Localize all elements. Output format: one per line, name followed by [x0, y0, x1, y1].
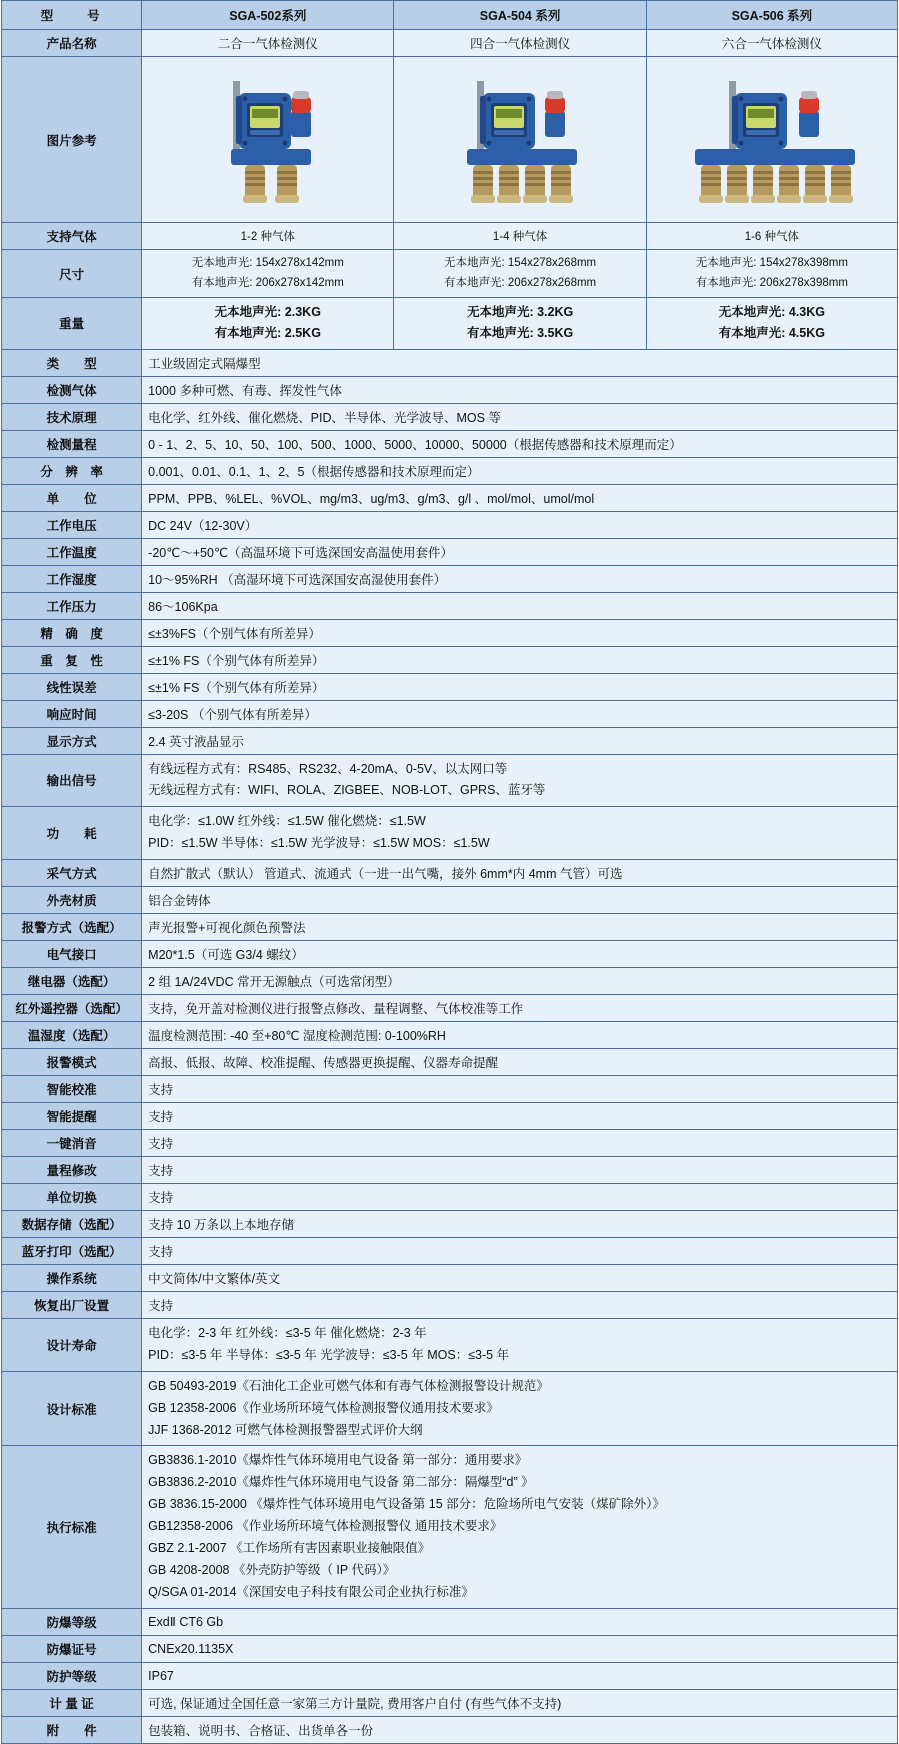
table-row-work-humidity [2, 565, 898, 592]
range-value: 0 - 1、2、5、10、50、100、500、1000、5000、10000、50000（根据传感器和技术原理而定） [142, 430, 898, 457]
row-label-work-pressure: 工作压力 [2, 592, 142, 619]
row-label-product-name: 产品名称 [2, 30, 142, 57]
table-row-range [2, 430, 898, 457]
alarm-mode-value: 高报、低报、故障、校准提醒、传感器更换提醒、仪器寿命提醒 [142, 1049, 898, 1076]
table-row-product-name [2, 30, 898, 57]
row-label-accuracy: 精 确 度 [2, 619, 142, 646]
table-row-weight [2, 298, 898, 350]
smart-remind-value: 支持 [142, 1103, 898, 1130]
size-2-line2: 有本地声光: 206x278x268mm [444, 276, 597, 289]
temp-humid-opt-value: 温度检测范围: -40 至+80℃ 湿度检测范围: 0-100%RH [142, 1022, 898, 1049]
weight-3 [646, 298, 897, 350]
power-item-1 [238, 814, 324, 828]
row-label-type: 类 型 [2, 349, 142, 376]
weight-1 [142, 298, 394, 350]
size-1 [142, 250, 394, 298]
row-label-ip-grade: 防护等级 [2, 1662, 142, 1689]
weight-2 [394, 298, 646, 350]
row-label-alarm-mode: 报警模式 [2, 1049, 142, 1076]
gas-detector-4in1-icon [415, 63, 625, 213]
size-1-line2: 有本地声光: 206x278x142mm [191, 276, 344, 289]
size-3-line2: 有本地声光: 206x278x398mm [695, 276, 848, 289]
exec-standard-value [142, 1446, 898, 1608]
weight-2-line1: 无本地声光: 3.2KG [466, 305, 574, 320]
row-label-weight: 重量 [2, 298, 142, 350]
table-row-smart-calib [2, 1076, 898, 1103]
display-value: 2.4 英寸液晶显示 [142, 727, 898, 754]
row-label-sampling: 采气方式 [2, 860, 142, 887]
range-modify-value: 支持 [142, 1157, 898, 1184]
power-item-4-name: 半导体： [221, 836, 272, 851]
data-store-opt-value: 支持 10 万条以上本地存储 [142, 1211, 898, 1238]
design-life-item-1 [236, 1326, 327, 1340]
design-life-item-1-value: ≤3-5 年 [285, 1326, 327, 1341]
weight-3-line2: 有本地声光: 4.5KG [718, 326, 825, 341]
output-value [142, 754, 898, 807]
row-label-range: 检测量程 [2, 430, 142, 457]
exec-standard-line-5: GB 4208-2008 《外壳防护等级（ IP 代码）》 [148, 1562, 396, 1577]
output-line2: 无线远程方式有：WIFI、ROLA、ZIGBEE、NOB-LOT、GPRS、蓝牙等 [148, 783, 546, 798]
table-row-power [2, 807, 898, 860]
row-label-repeatability: 重 复 性 [2, 646, 142, 673]
table-row-ex-cert [2, 1635, 898, 1662]
table-row-type [2, 349, 898, 376]
row-label-data-store-opt: 数据存储（选配） [2, 1211, 142, 1238]
remote-opt-value: 支持，免开盖对检测仪进行报警点修改、量程调整、气体校准等工作 [142, 995, 898, 1022]
row-label-metering-cert: 计 量 证 [2, 1689, 142, 1716]
design-life-item-0-name: 电化学： [148, 1326, 199, 1341]
linear-error-value: ≤±1% FS（个别气体有所差异） [142, 673, 898, 700]
table-row-principle [2, 403, 898, 430]
smart-calib-value: 支持 [142, 1076, 898, 1103]
table-row-detect-gas [2, 376, 898, 403]
weight-3-line1: 无本地声光: 4.3KG [718, 305, 825, 320]
table-row-unit [2, 484, 898, 511]
row-label-support-gas: 支持气体 [2, 223, 142, 250]
power-item-1-name: 红外线： [237, 814, 288, 829]
row-label-size: 尺寸 [2, 250, 142, 298]
model-col-1: SGA-502系列 [142, 1, 394, 30]
power-item-0-name: 电化学： [148, 814, 199, 829]
relay-opt-value: 2 组 1A/24VDC 常开无源触点（可选常闭型） [142, 968, 898, 995]
design-life-item-2-name: 催化燃烧： [330, 1326, 393, 1341]
row-label-work-humidity: 工作湿度 [2, 565, 142, 592]
design-life-item-1-name: 红外线： [235, 1326, 286, 1341]
power-item-2 [327, 814, 426, 828]
alarm-mode-opt-value: 声光报警+可视化颜色预警法 [142, 914, 898, 941]
exec-standard-line-0: GB3836.1-2010《爆炸性气体环境用电气设备 第一部分：通用要求》 [148, 1453, 528, 1468]
row-label-detect-gas: 检测气体 [2, 376, 142, 403]
work-temp-value: -20℃～+50℃（高温环境下可选深国安高温使用套件） [142, 538, 898, 565]
design-life-item-5-name: 光学波导： [320, 1347, 383, 1362]
row-label-alarm-mode-opt: 报警方式（选配） [2, 914, 142, 941]
power-item-5-value: ≤1.5W [373, 836, 410, 851]
design-life-item-2-value: 2-3 年 [392, 1326, 427, 1341]
table-row-smart-remind [2, 1103, 898, 1130]
row-label-image: 图片参考 [2, 57, 142, 223]
device-image-3 [646, 57, 897, 223]
size-2 [394, 250, 646, 298]
design-standard-line-0: GB 50493-2019《石油化工企业可燃气体和有毒气体检测报警设计规范》 [148, 1378, 549, 1393]
table-row-os [2, 1265, 898, 1292]
repeatability-value: ≤±1% FS（个别气体有所差异） [142, 646, 898, 673]
design-life-item-3-name: PID： [148, 1347, 182, 1362]
row-label-design-standard: 设计标准 [2, 1371, 142, 1446]
table-row-ip-grade [2, 1662, 898, 1689]
table-row-remote-opt [2, 995, 898, 1022]
accuracy-value: ≤±3%FS（个别气体有所差异） [142, 619, 898, 646]
bt-print-opt-value: 支持 [142, 1238, 898, 1265]
design-life-item-6-name: MOS： [427, 1347, 469, 1362]
gas-detector-2in1-icon [173, 63, 363, 213]
table-row-design-standard [2, 1371, 898, 1446]
row-label-output: 输出信号 [2, 754, 142, 807]
table-row-linear-error [2, 673, 898, 700]
resolution-value: 0.001、0.01、0.1、1、2、5（根据传感器和技术原理而定） [142, 457, 898, 484]
support-gas-2: 1-4 种气体 [394, 223, 646, 250]
table-row-data-store-opt [2, 1211, 898, 1238]
size-3 [646, 250, 897, 298]
power-item-0-value: ≤1.0W [198, 814, 235, 829]
table-row-temp-humid-opt [2, 1022, 898, 1049]
os-value: 中文简体/中文繁体/英文 [142, 1265, 898, 1292]
power-item-0 [148, 814, 234, 828]
power-item-3-name: PID： [148, 836, 182, 851]
weight-1-line1: 无本地声光: 2.3KG [214, 305, 321, 320]
exec-standard-line-1: GB3836.2-2010《爆炸性气体环境用电气设备 第二部分：隔爆型“d” 》 [148, 1475, 534, 1490]
specification-table [1, 0, 898, 1744]
unit-value: PPM、PPB、%LEL、%VOL、mg/m3、ug/m3、g/m3、g/l 、mol/mol、umol/mol [142, 484, 898, 511]
table-row-unit-switch [2, 1184, 898, 1211]
power-line1 [148, 811, 891, 833]
principle-value: 电化学、红外线、催化燃烧、PID、半导体、光学波导、MOS 等 [142, 403, 898, 430]
row-label-one-key-mute: 一键消音 [2, 1130, 142, 1157]
table-row-one-key-mute [2, 1130, 898, 1157]
row-label-accessories: 附 件 [2, 1716, 142, 1743]
table-row-metering-cert [2, 1689, 898, 1716]
power-item-6-name: MOS： [412, 836, 454, 851]
product-name-3: 六合一气体检测仪 [646, 30, 897, 57]
table-row-size [2, 250, 898, 298]
row-label-ex-cert: 防爆证号 [2, 1635, 142, 1662]
exec-standard-line-3: GB12358-2006 《作业场所环境气体检测报警仪 通用技术要求》 [148, 1519, 503, 1534]
row-label-display: 显示方式 [2, 727, 142, 754]
table-row-voltage [2, 511, 898, 538]
row-label-bt-print-opt: 蓝牙打印（选配） [2, 1238, 142, 1265]
one-key-mute-value: 支持 [142, 1130, 898, 1157]
device-image-2 [394, 57, 646, 223]
ip-grade-value: IP67 [142, 1662, 898, 1689]
model-col-3: SGA-506 系列 [646, 1, 897, 30]
table-row-shell [2, 887, 898, 914]
row-label-electrical-port: 电气接口 [2, 941, 142, 968]
exec-standard-line-4: GBZ 2.1-2007 《工作场所有害因素职业接触限值》 [148, 1540, 431, 1555]
sampling-value: 自然扩散式（默认） 管道式、流通式（一进一出气嘴，接外 6mm*内 4mm 气管）可选 [142, 860, 898, 887]
type-value: 工业级固定式隔爆型 [142, 349, 898, 376]
design-life-item-4-value: ≤3-5 年 [275, 1347, 317, 1362]
row-label-model: 型 号 [2, 1, 142, 30]
ex-cert-value: CNEx20.1135X [142, 1635, 898, 1662]
support-gas-3: 1-6 种气体 [646, 223, 897, 250]
row-label-exec-standard: 执行标准 [2, 1446, 142, 1608]
metering-cert-value: 可选, 保证通过全国任意一家第三方计量院, 费用客户自付 (有些气体不支持) [142, 1689, 898, 1716]
row-label-relay-opt: 继电器（选配） [2, 968, 142, 995]
power-item-2-name: 催化燃烧： [327, 814, 390, 829]
design-life-value [142, 1319, 898, 1372]
table-row-model [2, 1, 898, 30]
response-time-value: ≤3-20S （个别气体有所差异） [142, 700, 898, 727]
table-row-response-time [2, 700, 898, 727]
design-life-line2 [148, 1345, 891, 1367]
table-row-alarm-mode [2, 1049, 898, 1076]
support-gas-1: 1-2 种气体 [142, 223, 394, 250]
row-label-principle: 技术原理 [2, 403, 142, 430]
design-life-item-6-value: ≤3-5 年 [468, 1347, 510, 1362]
design-life-item-2 [330, 1326, 427, 1340]
table-row-ex-grade [2, 1608, 898, 1635]
table-row-accessories [2, 1716, 898, 1743]
row-label-power: 功 耗 [2, 807, 142, 860]
work-humidity-value: 10～95%RH （高湿环境下可选深国安高湿使用套件） [142, 565, 898, 592]
row-label-resolution: 分 辨 率 [2, 457, 142, 484]
electrical-port-value: M20*1.5（可选 G3/4 螺纹） [142, 941, 898, 968]
table-row-output [2, 754, 898, 807]
table-row-sampling [2, 860, 898, 887]
row-label-design-life: 设计寿命 [2, 1319, 142, 1372]
design-life-item-0-value: 2-3 年 [198, 1326, 233, 1341]
power-item-5-name: 光学波导： [310, 836, 374, 851]
table-row-electrical-port [2, 941, 898, 968]
design-life-item-4-name: 半导体： [225, 1347, 276, 1362]
accessories-value: 包装箱、说明书、合格证、出货单各一份 [142, 1716, 898, 1743]
power-item-2-value: ≤1.5W [389, 814, 426, 829]
table-row-work-pressure [2, 592, 898, 619]
row-label-unit-switch: 单位切换 [2, 1184, 142, 1211]
table-row-exec-standard [2, 1446, 898, 1608]
design-standard-line-1: GB 12358-2006《作业场所环境气体检测报警仪通用技术要求》 [148, 1400, 499, 1415]
design-life-item-5 [320, 1348, 423, 1362]
size-1-line1: 无本地声光: 154x278x142mm [191, 257, 344, 269]
design-life-item-0 [148, 1326, 232, 1340]
detect-gas-value: 1000 多种可燃、有毒、挥发性气体 [142, 376, 898, 403]
row-label-remote-opt: 红外遥控器（选配） [2, 995, 142, 1022]
device-image-1 [142, 57, 394, 223]
row-label-unit: 单 位 [2, 484, 142, 511]
design-life-item-5-value: ≤3-5 年 [382, 1347, 424, 1362]
design-life-item-3 [148, 1348, 222, 1362]
exec-standard-line-6: Q/SGA 01-2014《深国安电子科技有限公司企业执行标准》 [148, 1584, 474, 1599]
row-label-work-temp: 工作温度 [2, 538, 142, 565]
row-label-ex-grade: 防爆等级 [2, 1608, 142, 1635]
table-row-relay-opt [2, 968, 898, 995]
row-label-os: 操作系统 [2, 1265, 142, 1292]
row-label-smart-remind: 智能提醒 [2, 1103, 142, 1130]
power-line2 [148, 833, 891, 855]
table-row-image [2, 57, 898, 223]
weight-1-line2: 有本地声光: 2.5KG [214, 326, 321, 341]
row-label-linear-error: 线性误差 [2, 673, 142, 700]
table-row-design-life [2, 1319, 898, 1372]
design-life-line1 [148, 1323, 891, 1345]
design-life-item-6 [427, 1348, 509, 1362]
design-standard-line-2: JJF 1368-2012 可燃气体检测报警器型式评价大纲 [148, 1422, 423, 1437]
row-label-response-time: 响应时间 [2, 700, 142, 727]
model-col-2: SGA-504 系列 [394, 1, 646, 30]
power-item-5 [311, 836, 410, 850]
product-name-1: 二合一气体检测仪 [142, 30, 394, 57]
shell-value: 铝合金铸体 [142, 887, 898, 914]
row-label-voltage: 工作电压 [2, 511, 142, 538]
power-item-3-value: ≤1.5W [181, 836, 218, 851]
power-item-6 [413, 836, 490, 850]
exec-standard-line-2: GB 3836.15-2000 《爆炸性气体环境用电气设备第 15 部分：危险场所电气安装（煤矿除外）》 [148, 1497, 665, 1512]
power-value [142, 807, 898, 860]
weight-2-line2: 有本地声光: 3.5KG [466, 326, 574, 341]
work-pressure-value: 86～106Kpa [142, 592, 898, 619]
design-life-item-3-value: ≤3-5 年 [181, 1347, 223, 1362]
row-label-smart-calib: 智能校准 [2, 1076, 142, 1103]
table-row-bt-print-opt [2, 1238, 898, 1265]
row-label-range-modify: 量程修改 [2, 1157, 142, 1184]
unit-switch-value: 支持 [142, 1184, 898, 1211]
table-row-work-temp [2, 538, 898, 565]
ex-grade-value: ExdⅡ CT6 Gb [142, 1608, 898, 1635]
power-item-3 [148, 836, 217, 850]
gas-detector-6in1-icon [657, 63, 887, 213]
factory-reset-value: 支持 [142, 1292, 898, 1319]
row-label-shell: 外壳材质 [2, 887, 142, 914]
table-row-resolution [2, 457, 898, 484]
design-standard-value [142, 1371, 898, 1446]
power-item-1-value: ≤1.5W [287, 814, 324, 829]
table-row-factory-reset [2, 1292, 898, 1319]
output-line1: 有线远程方式有：RS485、RS232、4-20mA、0-5V、以太网口等 [148, 761, 508, 776]
power-item-6-value: ≤1.5W [453, 836, 490, 851]
power-item-4 [221, 836, 307, 850]
size-2-line1: 无本地声光: 154x278x268mm [444, 257, 597, 269]
voltage-value: DC 24V（12-30V） [142, 511, 898, 538]
size-3-line1: 无本地声光: 154x278x398mm [695, 257, 848, 269]
design-life-item-4 [226, 1348, 317, 1362]
row-label-factory-reset: 恢复出厂设置 [2, 1292, 142, 1319]
table-row-range-modify [2, 1157, 898, 1184]
table-row-support-gas [2, 223, 898, 250]
product-name-2: 四合一气体检测仪 [394, 30, 646, 57]
row-label-temp-humid-opt: 温湿度（选配） [2, 1022, 142, 1049]
table-row-repeatability [2, 646, 898, 673]
table-row-alarm-mode-opt [2, 914, 898, 941]
table-row-accuracy [2, 619, 898, 646]
power-item-4-value: ≤1.5W [271, 836, 308, 851]
table-row-display [2, 727, 898, 754]
